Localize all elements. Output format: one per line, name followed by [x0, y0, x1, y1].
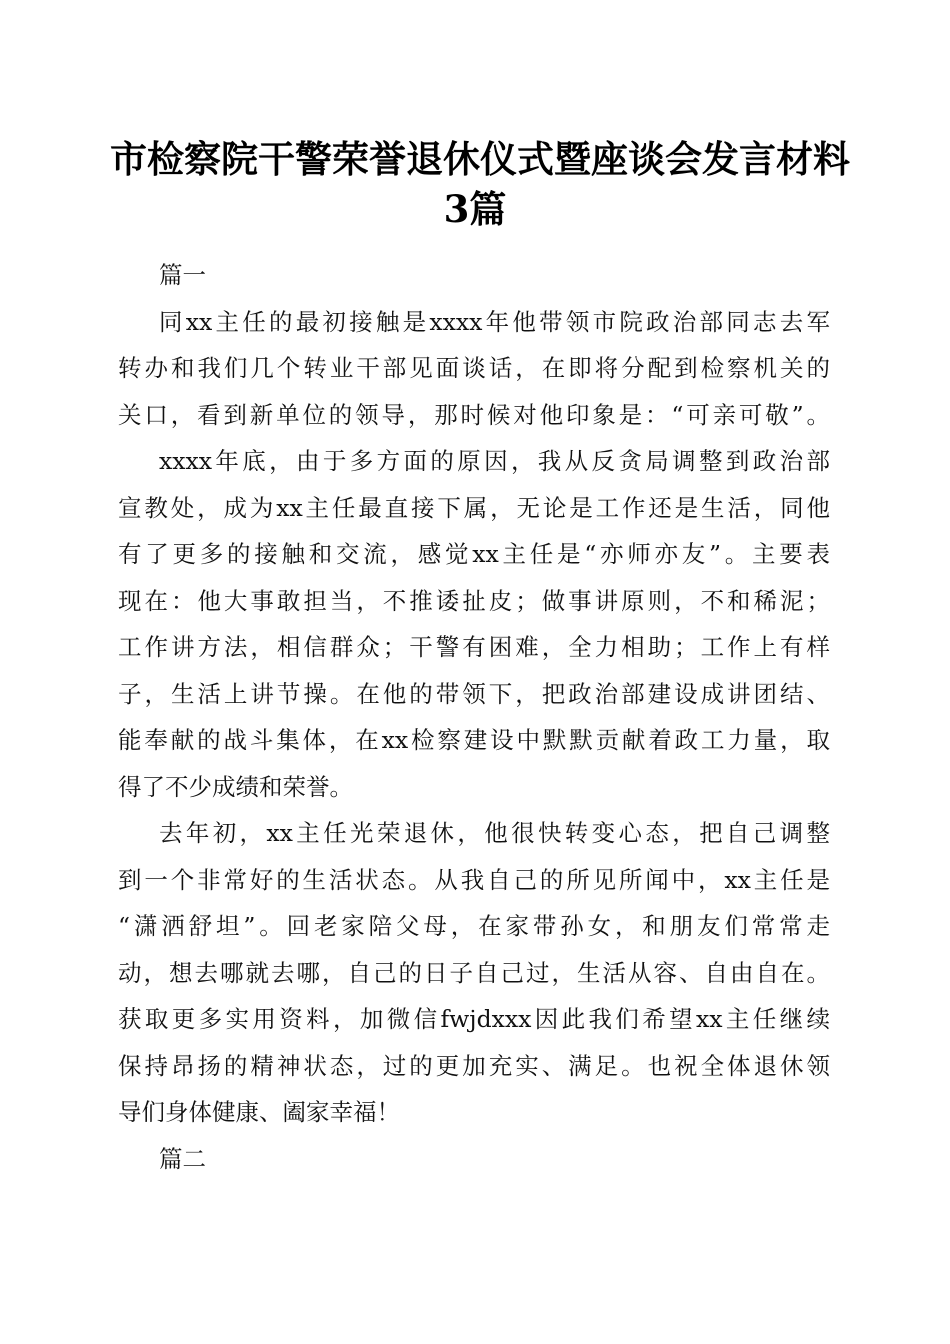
text-line: 子，生活上讲节操。在他的带领下，把政治部建设成讲团结、 — [118, 679, 830, 708]
document-body — [118, 252, 830, 1182]
text-line: 宣教处，成为xx主任最直接下属，无论是工作还是生活，同他 — [118, 493, 830, 522]
text-line: “潇洒舒坦”。回老家陪父母，在家带孙女，和朋友们常常走 — [118, 912, 830, 940]
title-line-2: 3篇 — [443, 187, 507, 231]
text-line: 保持昂扬的精神状态，过的更加充实、满足。也祝全体退休领 — [118, 1051, 830, 1080]
paragraph-1 — [118, 299, 830, 439]
text-line: 获取更多实用资料，加微信fwjdxxx因此我们希望xx主任继续 — [118, 1005, 830, 1033]
document-title — [110, 134, 850, 234]
text-line: 动，想去哪就去哪，自己的日子自己过，生活从容、自由自在。 — [118, 958, 830, 987]
text-line: xxxx年底，由于多方面的原因，我从反贪局调整到政治部 — [159, 447, 830, 475]
section-heading-2: 篇二 — [159, 1144, 206, 1173]
text-line: 关口，看到新单位的领导，那时候对他印象是：“可亲可敬”。 — [118, 400, 830, 429]
text-line: 有了更多的接触和交流，感觉xx主任是“亦师亦友”。主要表 — [118, 540, 830, 568]
section-heading-1: 篇一 — [159, 261, 206, 289]
text-line: 到一个非常好的生活状态。从我自己的所见所闻中，xx主任是 — [118, 865, 830, 894]
text-line: 现在：他大事敢担当，不推诿扯皮；做事讲原则，不和稀泥； — [118, 586, 830, 615]
text-line: 同xx主任的最初接触是xxxx年他带领市院政治部同志去军 — [159, 307, 830, 336]
text-line: 得了不少成绩和荣誉。 — [118, 772, 353, 801]
title-line-1: 市检察院干警荣誉退休仪式暨座谈会发言材料 — [110, 137, 850, 181]
text-line: 工作讲方法，相信群众；干警有困难，全力相助；工作上有样 — [118, 633, 830, 661]
paragraph-2 — [118, 438, 830, 810]
paragraph-3 — [118, 810, 830, 1136]
text-line: 去年初，xx主任光荣退休，他很快转变心态，把自己调整 — [159, 819, 830, 847]
text-line: 能奉献的战斗集体，在xx检察建设中默默贡献着政工力量，取 — [118, 726, 830, 754]
text-line: 导们身体健康、阖家幸福！ — [118, 1098, 400, 1126]
text-line: 转办和我们几个转业干部见面谈话，在即将分配到检察机关的 — [118, 354, 830, 382]
